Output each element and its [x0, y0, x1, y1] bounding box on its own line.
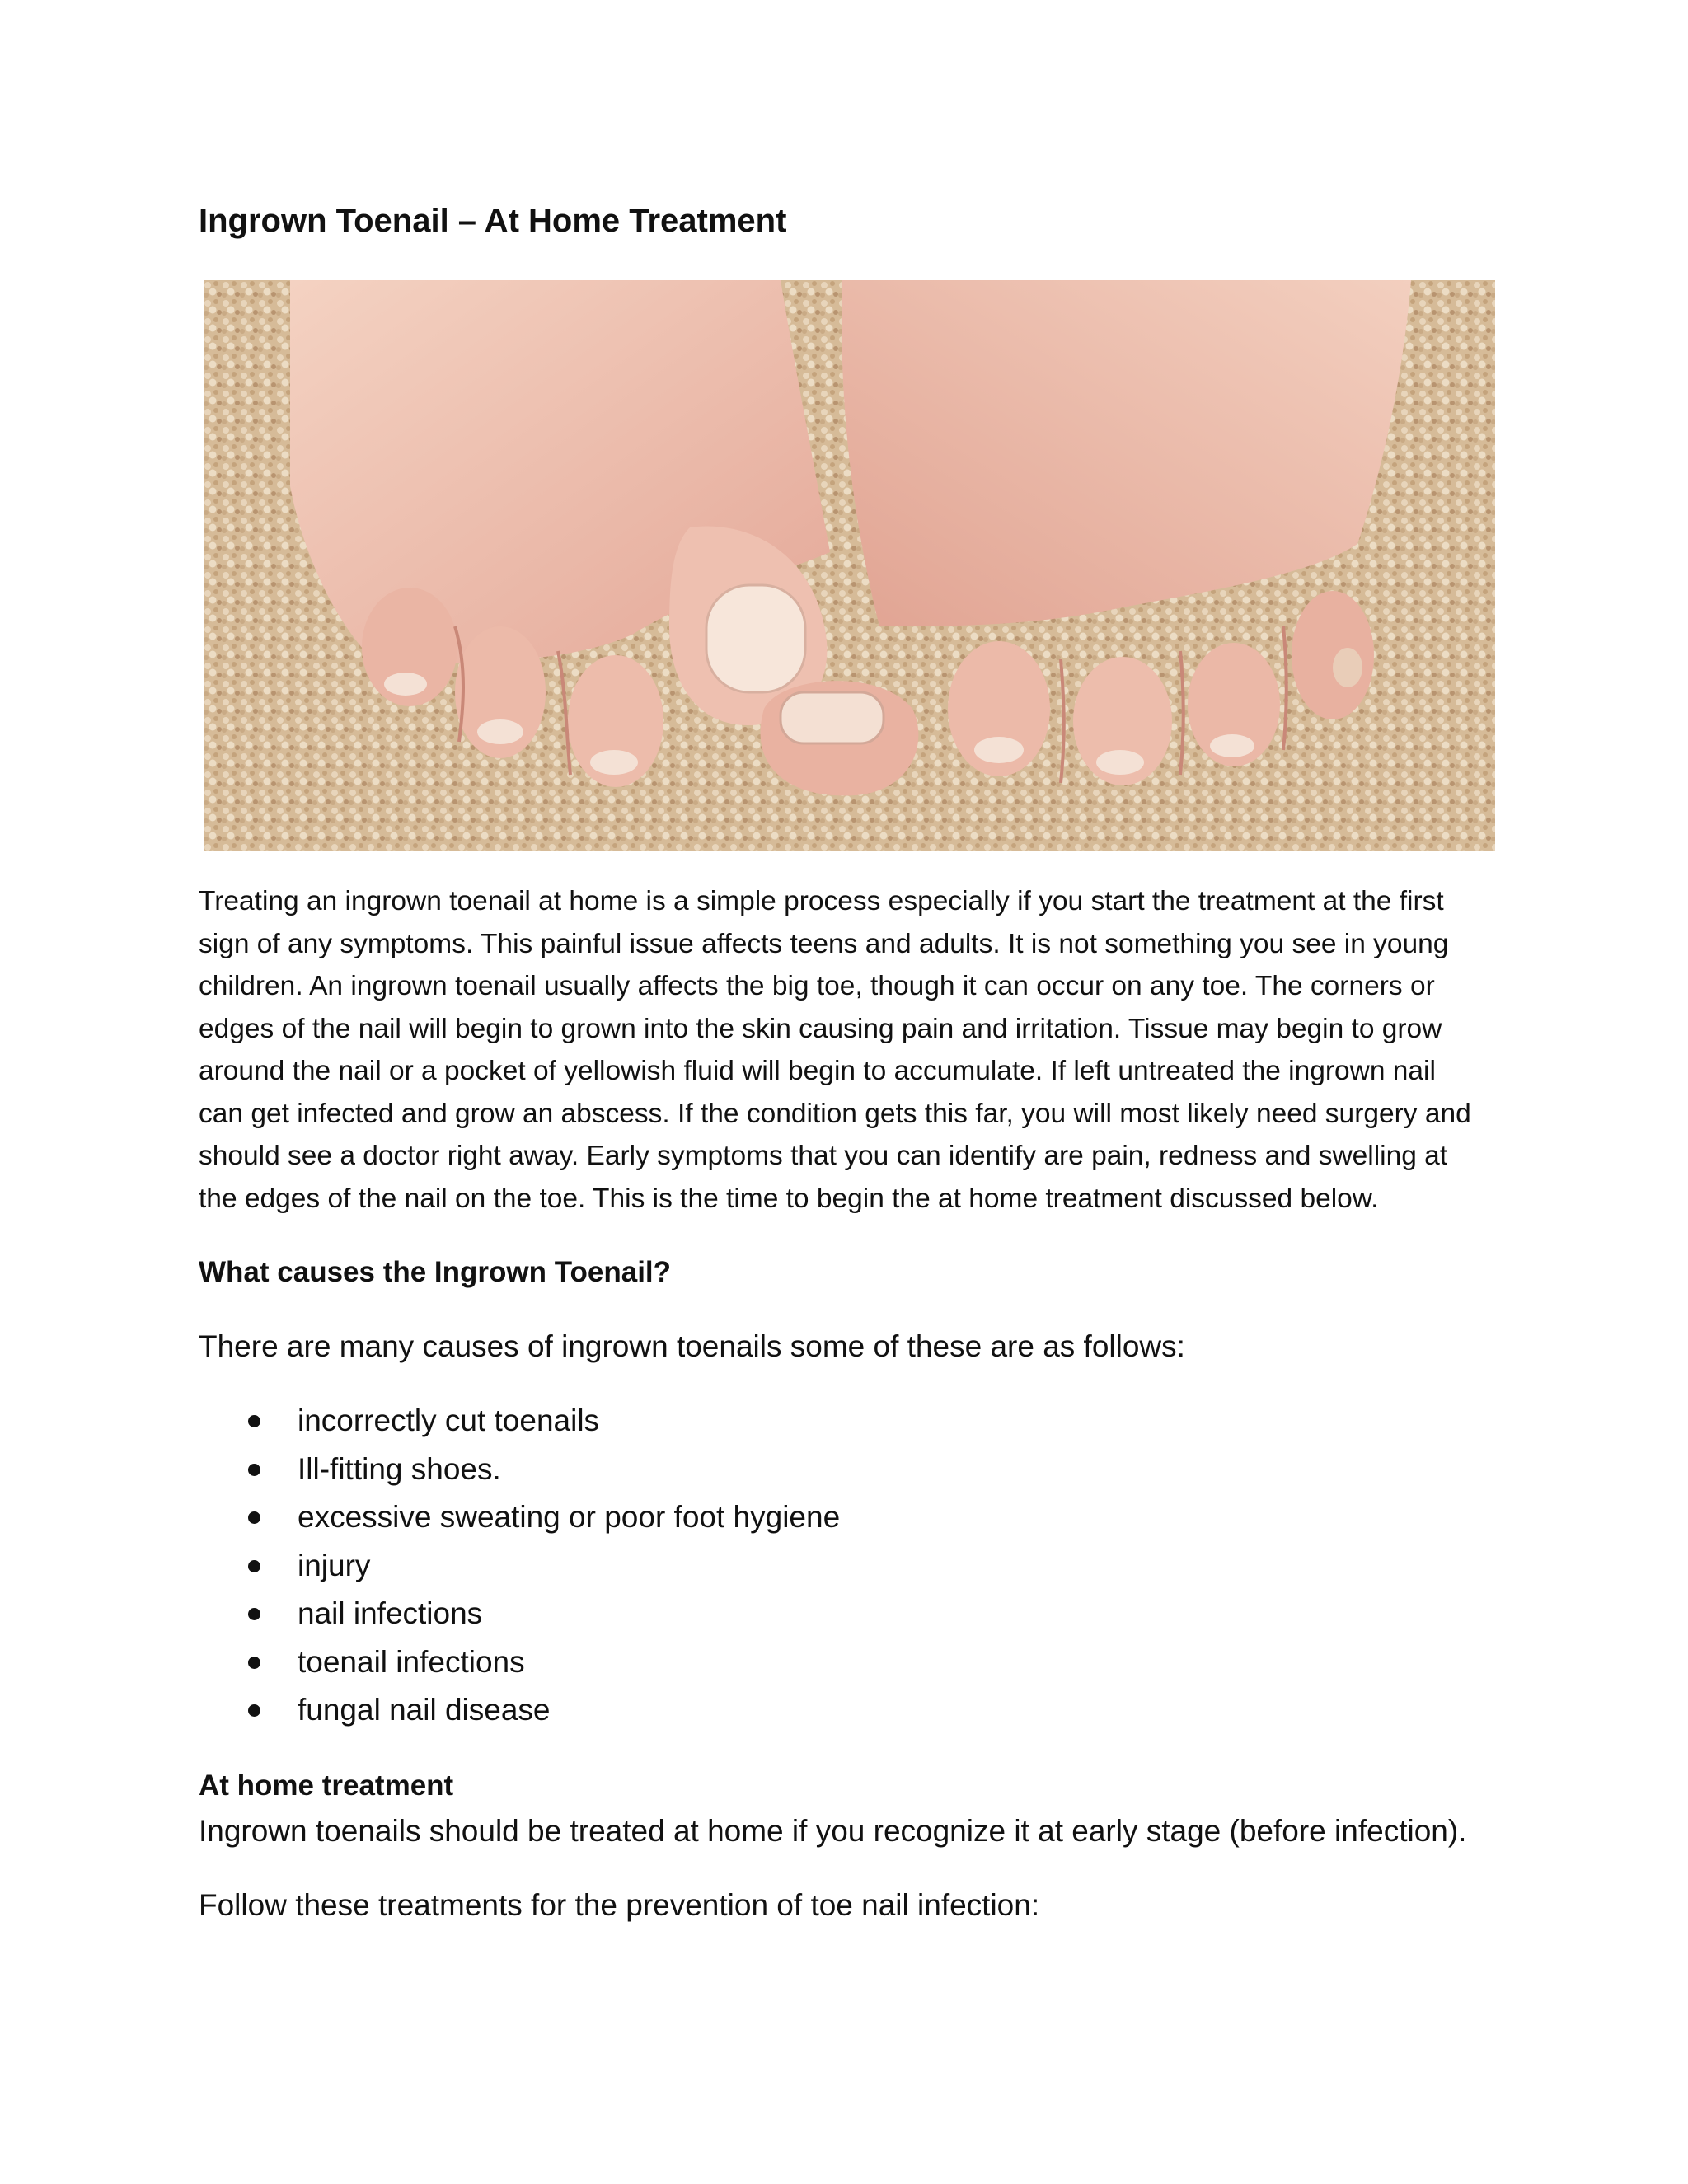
toenail: [590, 750, 638, 775]
intro-line: edges of the nail will begin to grown into the skin causing pain and irritation. Tissue may begin to grow: [199, 1013, 1442, 1044]
right-little-toe: [1292, 591, 1374, 719]
bullet-icon: [248, 1415, 260, 1427]
intro-line: around the nail or a pocket of yellowish fluid will begin to accumulate. If left untreated the ingrown nail: [199, 1056, 1436, 1086]
toenail: [477, 719, 523, 744]
causes-intro: There are many causes of ingrown toenails some of these are as follows:: [199, 1329, 1185, 1363]
intro-line: the edges of the nail on the toe. This is the time to begin the at home treatment discussed below.: [199, 1183, 1379, 1214]
intro-line: children. An ingrown toenail usually affects the big toe, though it can occur on any toe. The corners or: [199, 971, 1435, 1001]
intro-line: can get infected and grow an abscess. If the condition gets this far, you will most likely need surgery and: [199, 1098, 1471, 1129]
treatment-heading: At home treatment: [199, 1769, 454, 1802]
bullet-icon: [248, 1560, 260, 1572]
bullet-icon: [248, 1657, 260, 1669]
list-item-text: injury: [298, 1548, 371, 1582]
feet-photo: [204, 280, 1495, 851]
list-item-text: nail infections: [298, 1596, 483, 1630]
intro-line: Treating an ingrown toenail at home is a simple process especially if you start the treatment at the first: [199, 886, 1444, 916]
list-item-text: Ill-fitting shoes.: [298, 1451, 501, 1486]
intro-line: sign of any symptoms. This painful issue affects teens and adults. It is not something you see in young: [199, 928, 1449, 959]
toenail: [974, 737, 1024, 763]
toenail: [1210, 734, 1254, 757]
list-item-text: excessive sweating or poor foot hygiene: [298, 1500, 841, 1534]
bullet-icon: [248, 1608, 260, 1620]
page-title: Ingrown Toenail – At Home Treatment: [199, 203, 787, 239]
bullet-icon: [248, 1511, 260, 1524]
list-item-text: incorrectly cut toenails: [298, 1404, 600, 1437]
list-item-text: fungal nail disease: [298, 1693, 551, 1727]
bullet-icon: [248, 1704, 260, 1717]
right-big-toenail: [781, 692, 884, 743]
bullet-icon: [248, 1464, 260, 1476]
prevention-text: Follow these treatments for the prevention of toe nail infection:: [199, 1888, 1040, 1922]
intro-paragraph: [199, 880, 1517, 1220]
toenail: [384, 673, 427, 696]
causes-heading: What causes the Ingrown Toenail?: [199, 1256, 672, 1288]
toenail: [1333, 648, 1362, 687]
treatment-text: Ingrown toenails should be treated at home if you recognize it at early stage (before infection).: [199, 1814, 1467, 1848]
toenail: [1096, 750, 1144, 775]
left-big-toenail: [706, 585, 805, 692]
list-item-text: toenail infections: [298, 1644, 525, 1679]
intro-line: should see a doctor right away. Early symptoms that you can identify are pain, redness and swelling at: [199, 1141, 1448, 1171]
feet-illustration: [204, 280, 1495, 851]
